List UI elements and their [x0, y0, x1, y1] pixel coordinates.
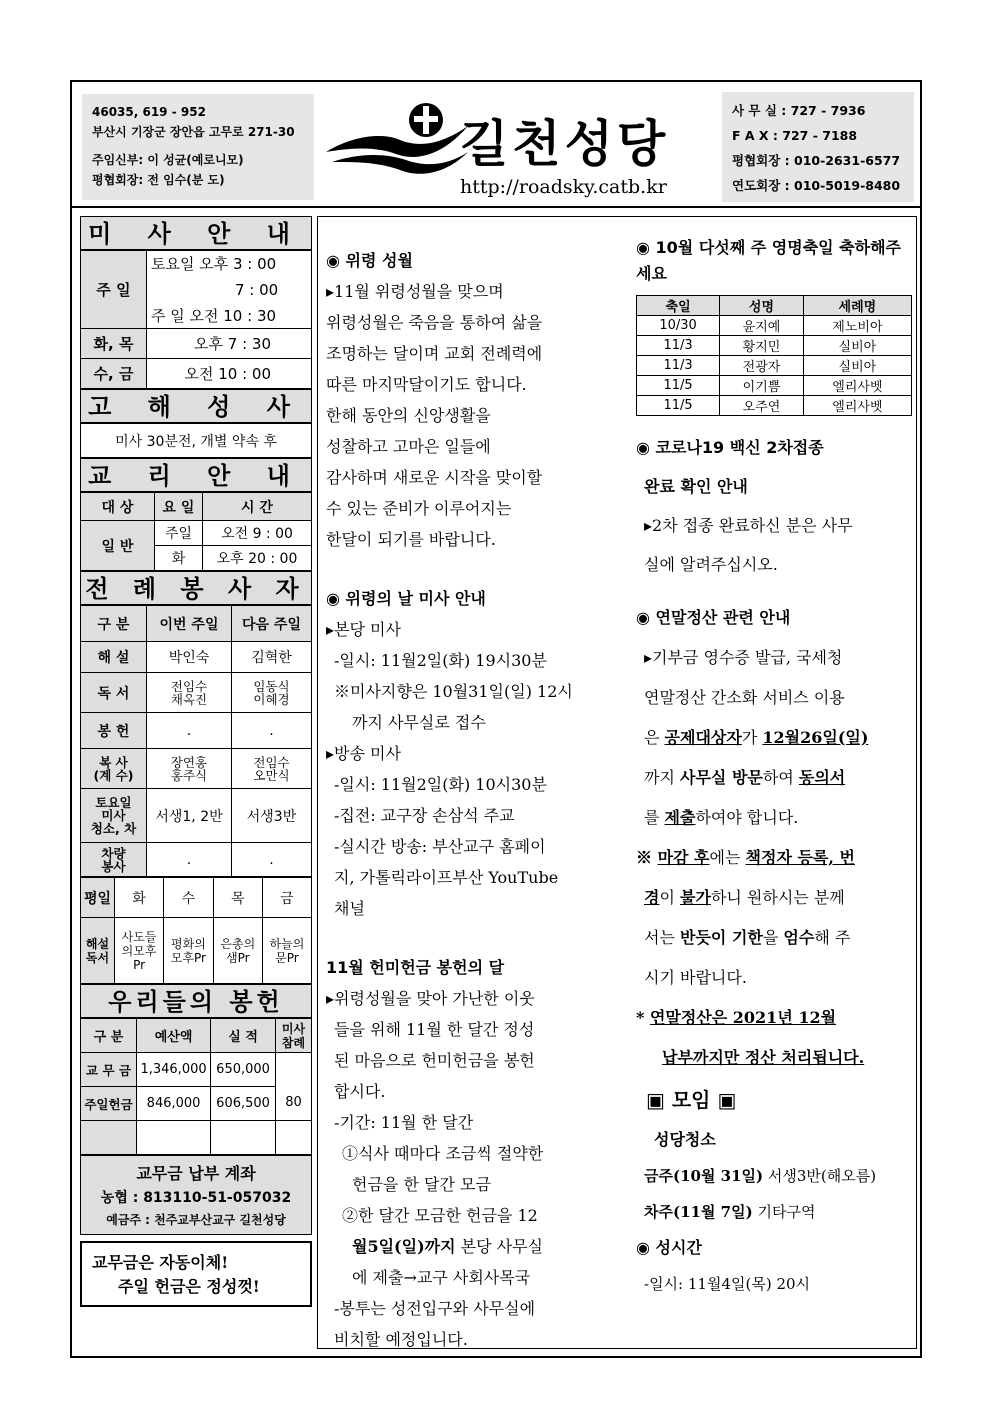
feast-saint: 실비아 — [803, 356, 911, 376]
feast-date: 11/3 — [637, 356, 720, 376]
tax-emph: 불가 — [680, 888, 711, 907]
rice-line-11: -봉투는 성전입구와 사무실에 — [334, 1299, 536, 1318]
sunday-time-2: 7 : 00 — [147, 277, 312, 303]
office-phone: 사 무 실 : 727 - 7936 — [732, 103, 866, 118]
mass-info-line-5: ▸방송 미사 — [326, 744, 401, 763]
youth-phone: 연도회장 : 010-5019-8480 — [732, 178, 901, 193]
contact-info — [722, 92, 914, 202]
tax-line-3 — [636, 718, 912, 758]
cleaning-date: 차주(11월 7일) — [644, 1203, 753, 1221]
tax-text: 가 — [741, 728, 763, 747]
all-souls-mass-title: ◉ 위령의 날 미사 안내 — [326, 589, 486, 608]
tax-title: ◉ 연말정산 관련 안내 — [636, 608, 791, 627]
feast-title: ◉ 10월 다섯째 주 영명축일 축하해주세요 — [636, 238, 902, 283]
rice-line-4: 합시다. — [334, 1082, 386, 1101]
tax-emph: 연말정산은 2021년 12월 — [649, 1008, 837, 1027]
rice-line-1: ▸위령성월을 맞아 가난한 이웃 — [326, 989, 535, 1008]
account-owner: 예금주 : 천주교부산교구 길천성당 — [106, 1213, 286, 1227]
tax-line-5 — [636, 798, 912, 838]
all-souls-line-5: 한해 동안의 신앙생활을 — [326, 406, 491, 425]
address: 부산시 기장군 장안읍 고무로 271-30 — [92, 125, 295, 139]
cleaning-date: 금주(10월 31일) — [644, 1167, 764, 1185]
lit-vehicle-next: . — [232, 843, 312, 877]
cat-day-2: 화 — [155, 546, 203, 571]
feast-date: 10/30 — [637, 316, 720, 336]
tax-emph: 반듯이 기한 — [680, 928, 763, 947]
notice-line-2: 주일 헌금은 정성껏! — [118, 1277, 260, 1296]
rice-line-7: 헌금을 한 달간 모금 — [352, 1175, 491, 1194]
sunday-label: 주 일 — [81, 251, 147, 329]
lit-altar-this: 장연홍 홍주식 — [147, 749, 232, 789]
account-box — [80, 1155, 312, 1235]
cat-day-1: 주일 — [155, 521, 203, 546]
weekday-tue: 사도들 의모후 Pr — [115, 918, 164, 984]
tax-text: 까지 — [644, 768, 680, 787]
council-phone: 평협회장 : 010-2631-6577 — [732, 153, 901, 168]
cleaning-this-week — [636, 1158, 912, 1194]
weekday-thu: 은총의 샘Pr — [213, 918, 262, 984]
feast-header-1: 성명 — [720, 296, 804, 316]
rice-line-12: 비치할 예정입니다. — [334, 1330, 468, 1349]
feast-date: 11/5 — [637, 376, 720, 396]
cat-time-1: 오전 9 : 00 — [203, 521, 312, 546]
weekday-wed: 평화의 모후Pr — [164, 918, 214, 984]
parish-logo-icon — [322, 96, 472, 176]
covid-line-2: 실에 알려주십시오. — [644, 555, 778, 574]
tax-text: 를 — [644, 808, 665, 827]
tax-text: 이 — [659, 888, 681, 907]
mass-info-line-10: 채널 — [334, 899, 365, 918]
off-dues-budget: 1,346,000 — [137, 1053, 211, 1087]
tax-text: 해 주 — [814, 928, 851, 947]
confession-table — [80, 423, 312, 458]
tax-text: * — [636, 1008, 650, 1027]
feast-name: 전광자 — [720, 356, 804, 376]
meeting-title: ▣ 모임 ▣ — [646, 1088, 737, 1112]
lit-reading-this: 전임수 채옥진 — [147, 673, 232, 713]
mass-info-line-6: -일시: 11월2일(화) 10시30분 — [334, 775, 547, 794]
weekday-header-0: 평일 — [81, 878, 115, 918]
tax-text: 하여야 합니다. — [695, 808, 799, 827]
parish-info — [82, 94, 314, 200]
all-souls-line-3: 조명하는 달이며 교회 전례력에 — [326, 344, 543, 363]
header — [72, 82, 920, 208]
tax-line-4 — [636, 758, 912, 798]
lit-offering-next: . — [232, 713, 312, 749]
tax-line-11: 납부까지만 정산 처리됩니다. — [662, 1048, 865, 1067]
feast-header-2: 세례명 — [803, 296, 911, 316]
off-sunday-budget: 846,000 — [137, 1087, 211, 1121]
cleaning-next-week — [636, 1194, 912, 1230]
cat-target: 일 반 — [81, 521, 155, 571]
mass-info-line-4: 까지 사무실로 접수 — [352, 713, 486, 732]
tax-text: 은 — [644, 728, 665, 747]
cleaning-group: 기타구역 — [752, 1203, 816, 1221]
tax-line-1: ▸기부금 영수증 발급, 국세청 — [644, 648, 843, 667]
rice-line-5: -기간: 11월 한 달간 — [334, 1113, 474, 1132]
lit-commentary-next: 김혁한 — [232, 642, 312, 673]
all-souls-title: ◉ 위령 성월 — [326, 251, 413, 270]
news-column-right — [636, 235, 912, 1302]
lit-vehicle-this: . — [147, 843, 232, 877]
offering-title: 우리들의 봉헌 — [80, 984, 312, 1018]
lit-commentary-this: 박인숙 — [147, 642, 232, 673]
lit-row-commentary: 해 설 — [81, 642, 147, 673]
tax-emph: 동의서 — [798, 768, 846, 787]
covid-title-1: ◉ 코로나19 백신 2차접종 — [636, 438, 824, 457]
rice-line-9 — [326, 1231, 616, 1262]
rice-line-10: 에 제출→교구 사회사목국 — [352, 1268, 531, 1287]
tax-emph: 공제대상자 — [664, 728, 742, 747]
all-souls-line-6: 성찰하고 고마은 일들에 — [326, 437, 491, 456]
cleaning-group: 서생3반(해오름) — [763, 1167, 877, 1185]
news-column-left — [326, 245, 616, 1355]
tax-emph: 책정자 등록, 번 — [745, 848, 855, 867]
cleaning-title: 성당청소 — [654, 1130, 716, 1149]
feast-saint: 엘리사벳 — [803, 396, 911, 416]
off-row-dues: 교 무 금 — [81, 1053, 137, 1087]
weekday-header-4: 금 — [262, 878, 311, 918]
lit-cleaning-next: 서생3반 — [232, 789, 312, 843]
feast-date: 11/5 — [637, 396, 720, 416]
tax-line-9: 시기 바랍니다. — [644, 968, 747, 987]
holy-hour-title: ◉ 성시간 — [636, 1238, 702, 1257]
tax-emph: 엄수 — [783, 928, 815, 947]
account-title: 교무금 납부 계좌 — [136, 1164, 256, 1183]
off-sunday-actual: 606,500 — [211, 1087, 276, 1121]
tax-text: 을 — [762, 928, 784, 947]
off-dues-actual: 650,000 — [211, 1053, 276, 1087]
off-header-2: 실 적 — [211, 1019, 276, 1053]
tax-emph: 제출 — [664, 808, 696, 827]
tax-emph: 마감 후 — [657, 848, 710, 867]
covid-title-2: 완료 확인 안내 — [644, 477, 748, 496]
liturgy-title: 전 례 봉 사 자 — [80, 571, 312, 605]
feast-date: 11/3 — [637, 336, 720, 356]
bulletin-frame — [70, 80, 922, 1358]
tax-text: ※ — [636, 848, 658, 867]
feast-name: 오주연 — [720, 396, 804, 416]
rice-line-8: ②한 달간 모금한 헌금을 12 — [342, 1206, 538, 1225]
weekday-header-2: 수 — [164, 878, 214, 918]
tax-text: 하여 — [762, 768, 799, 787]
feast-name: 윤지예 — [720, 316, 804, 336]
wed-fri-label: 수, 금 — [81, 359, 147, 389]
tax-line-2: 연말정산 간소화 서비스 이용 — [644, 688, 845, 707]
dues-notice — [80, 1241, 312, 1307]
weekday-fri: 하늘의 문Pr — [262, 918, 311, 984]
sunday-time-1: 토요일 오후 3 : 00 — [147, 251, 312, 277]
cat-header-day: 요 일 — [155, 493, 203, 521]
all-souls-line-8: 수 있는 준비가 이루어지는 — [326, 499, 512, 518]
catechism-table — [80, 492, 312, 571]
offering-table — [80, 1018, 312, 1155]
tax-emph: 경 — [644, 888, 660, 907]
tax-deadline: 12월26일(일) — [762, 728, 869, 747]
tax-line-8 — [636, 918, 912, 958]
content-area — [72, 210, 920, 1356]
lit-row-reading: 독 서 — [81, 673, 147, 713]
off-row-sunday: 주일헌금 — [81, 1087, 137, 1121]
mass-table — [80, 250, 312, 389]
lit-row-offering: 봉 헌 — [81, 713, 147, 749]
parish-name: 길천성당 — [460, 115, 670, 173]
all-souls-line-1: ▸11월 위령성월을 맞으며 — [326, 282, 504, 301]
tax-line-10 — [636, 998, 912, 1038]
mass-info-line-7: -집전: 교구장 손삼석 주교 — [334, 806, 515, 825]
off-header-3: 미사 참례 — [276, 1019, 312, 1053]
mass-info-line-9: 지, 가톨릭라이프부산 YouTube — [334, 868, 559, 887]
all-souls-line-9: 한달이 되기를 바랍니다. — [326, 530, 496, 549]
weekday-header-3: 목 — [213, 878, 262, 918]
postal-code: 46035, 619 - 952 — [92, 105, 206, 119]
rice-line-9-rest: 본당 사무실 — [455, 1237, 544, 1256]
council-head: 평협회장: 전 임수(분 도) — [92, 173, 225, 187]
mass-info-line-2: -일시: 11월2일(화) 19시30분 — [334, 651, 547, 670]
feast-saint: 제노비아 — [803, 316, 911, 336]
holy-hour-time: -일시: 11월4일(목) 20시 — [644, 1275, 811, 1293]
lit-offering-this: . — [147, 713, 232, 749]
website-link[interactable]: http://roadsky.catb.kr — [460, 176, 667, 198]
tax-text: 하니 원하시는 분께 — [710, 888, 845, 907]
off-header-1: 예산액 — [137, 1019, 211, 1053]
feast-saint: 실비아 — [803, 336, 911, 356]
tue-thu-label: 화, 목 — [81, 329, 147, 359]
weekday-header-1: 화 — [115, 878, 164, 918]
lit-header-0: 구 분 — [81, 606, 147, 642]
sunday-time-3: 주 일 오전 10 : 30 — [147, 303, 312, 329]
pastor: 주임신부: 이 성균(예로니모) — [92, 153, 244, 167]
cat-time-2: 오후 20 : 00 — [203, 546, 312, 571]
tax-line-6 — [636, 838, 912, 878]
tax-text: 에는 — [709, 848, 746, 867]
weekday-row-label: 해설 독서 — [81, 918, 115, 984]
off-attendance: 80 — [276, 1053, 312, 1121]
catechism-title: 교 리 안 내 — [80, 458, 312, 492]
feast-saint: 엘리사벳 — [803, 376, 911, 396]
rice-deadline: 월5일(일)까지 — [352, 1237, 456, 1256]
mass-info-line-3: ※미사지향은 10월31일(일) 12시 — [334, 682, 573, 701]
account-number: 농협 : 813110-51-057032 — [100, 1190, 292, 1206]
tue-thu-time: 오후 7 : 30 — [147, 329, 312, 359]
lit-row-vehicle: 차량 봉사 — [81, 843, 147, 877]
lit-row-altar: 복 사 (계 수) — [81, 749, 147, 789]
lit-header-1: 이번 주일 — [147, 606, 232, 642]
mass-info-line-1: ▸본당 미사 — [326, 620, 401, 639]
liturgy-table — [80, 605, 312, 877]
weekday-table — [80, 877, 312, 984]
tax-text: 서는 — [644, 928, 680, 947]
notice-line-1: 교무금은 자동이체! — [92, 1253, 229, 1272]
feast-name: 이기쁨 — [720, 376, 804, 396]
feast-table — [636, 295, 912, 416]
all-souls-line-2: 위령성월은 죽음을 통하여 삶을 — [326, 313, 543, 332]
mass-info-line-8: -실시간 방송: 부산교구 홈페이 — [334, 837, 546, 856]
cat-header-time: 시 간 — [203, 493, 312, 521]
confession-title: 고 해 성 사 — [80, 389, 312, 423]
tax-emph: 사무실 방문 — [680, 768, 763, 787]
feast-header-0: 축일 — [637, 296, 720, 316]
all-souls-line-4: 따른 마지막달이기도 합니다. — [326, 375, 527, 394]
feast-name: 황지민 — [720, 336, 804, 356]
lit-cleaning-this: 서생1, 2반 — [147, 789, 232, 843]
rice-offering-title: 11월 헌미헌금 봉헌의 달 — [326, 958, 505, 977]
confession-text: 미사 30분전, 개별 약속 후 — [81, 424, 312, 458]
cat-header-target: 대 상 — [81, 493, 155, 521]
rice-line-2: 들을 위해 11월 한 달간 정성 — [334, 1020, 535, 1039]
lit-reading-next: 임동식 이혜경 — [232, 673, 312, 713]
mass-title: 미 사 안 내 — [80, 216, 312, 250]
left-column — [80, 216, 312, 1307]
rice-line-6: ①식사 때마다 조금씩 절약한 — [342, 1144, 544, 1163]
lit-header-2: 다음 주일 — [232, 606, 312, 642]
covid-line-1: ▸2차 접종 완료하신 분은 사무 — [644, 516, 853, 535]
lit-row-cleaning: 토요일 미사 청소, 차 — [81, 789, 147, 843]
off-header-0: 구 분 — [81, 1019, 137, 1053]
rice-line-3: 된 마음으로 헌미헌금을 봉헌 — [334, 1051, 535, 1070]
wed-fri-time: 오전 10 : 00 — [147, 359, 312, 389]
news-box — [317, 216, 917, 1349]
tax-line-7 — [636, 878, 912, 918]
lit-altar-next: 전임수 오만식 — [232, 749, 312, 789]
all-souls-line-7: 감사하며 새로운 시작을 맞이할 — [326, 468, 543, 487]
fax-number: F A X : 727 - 7188 — [732, 128, 858, 143]
